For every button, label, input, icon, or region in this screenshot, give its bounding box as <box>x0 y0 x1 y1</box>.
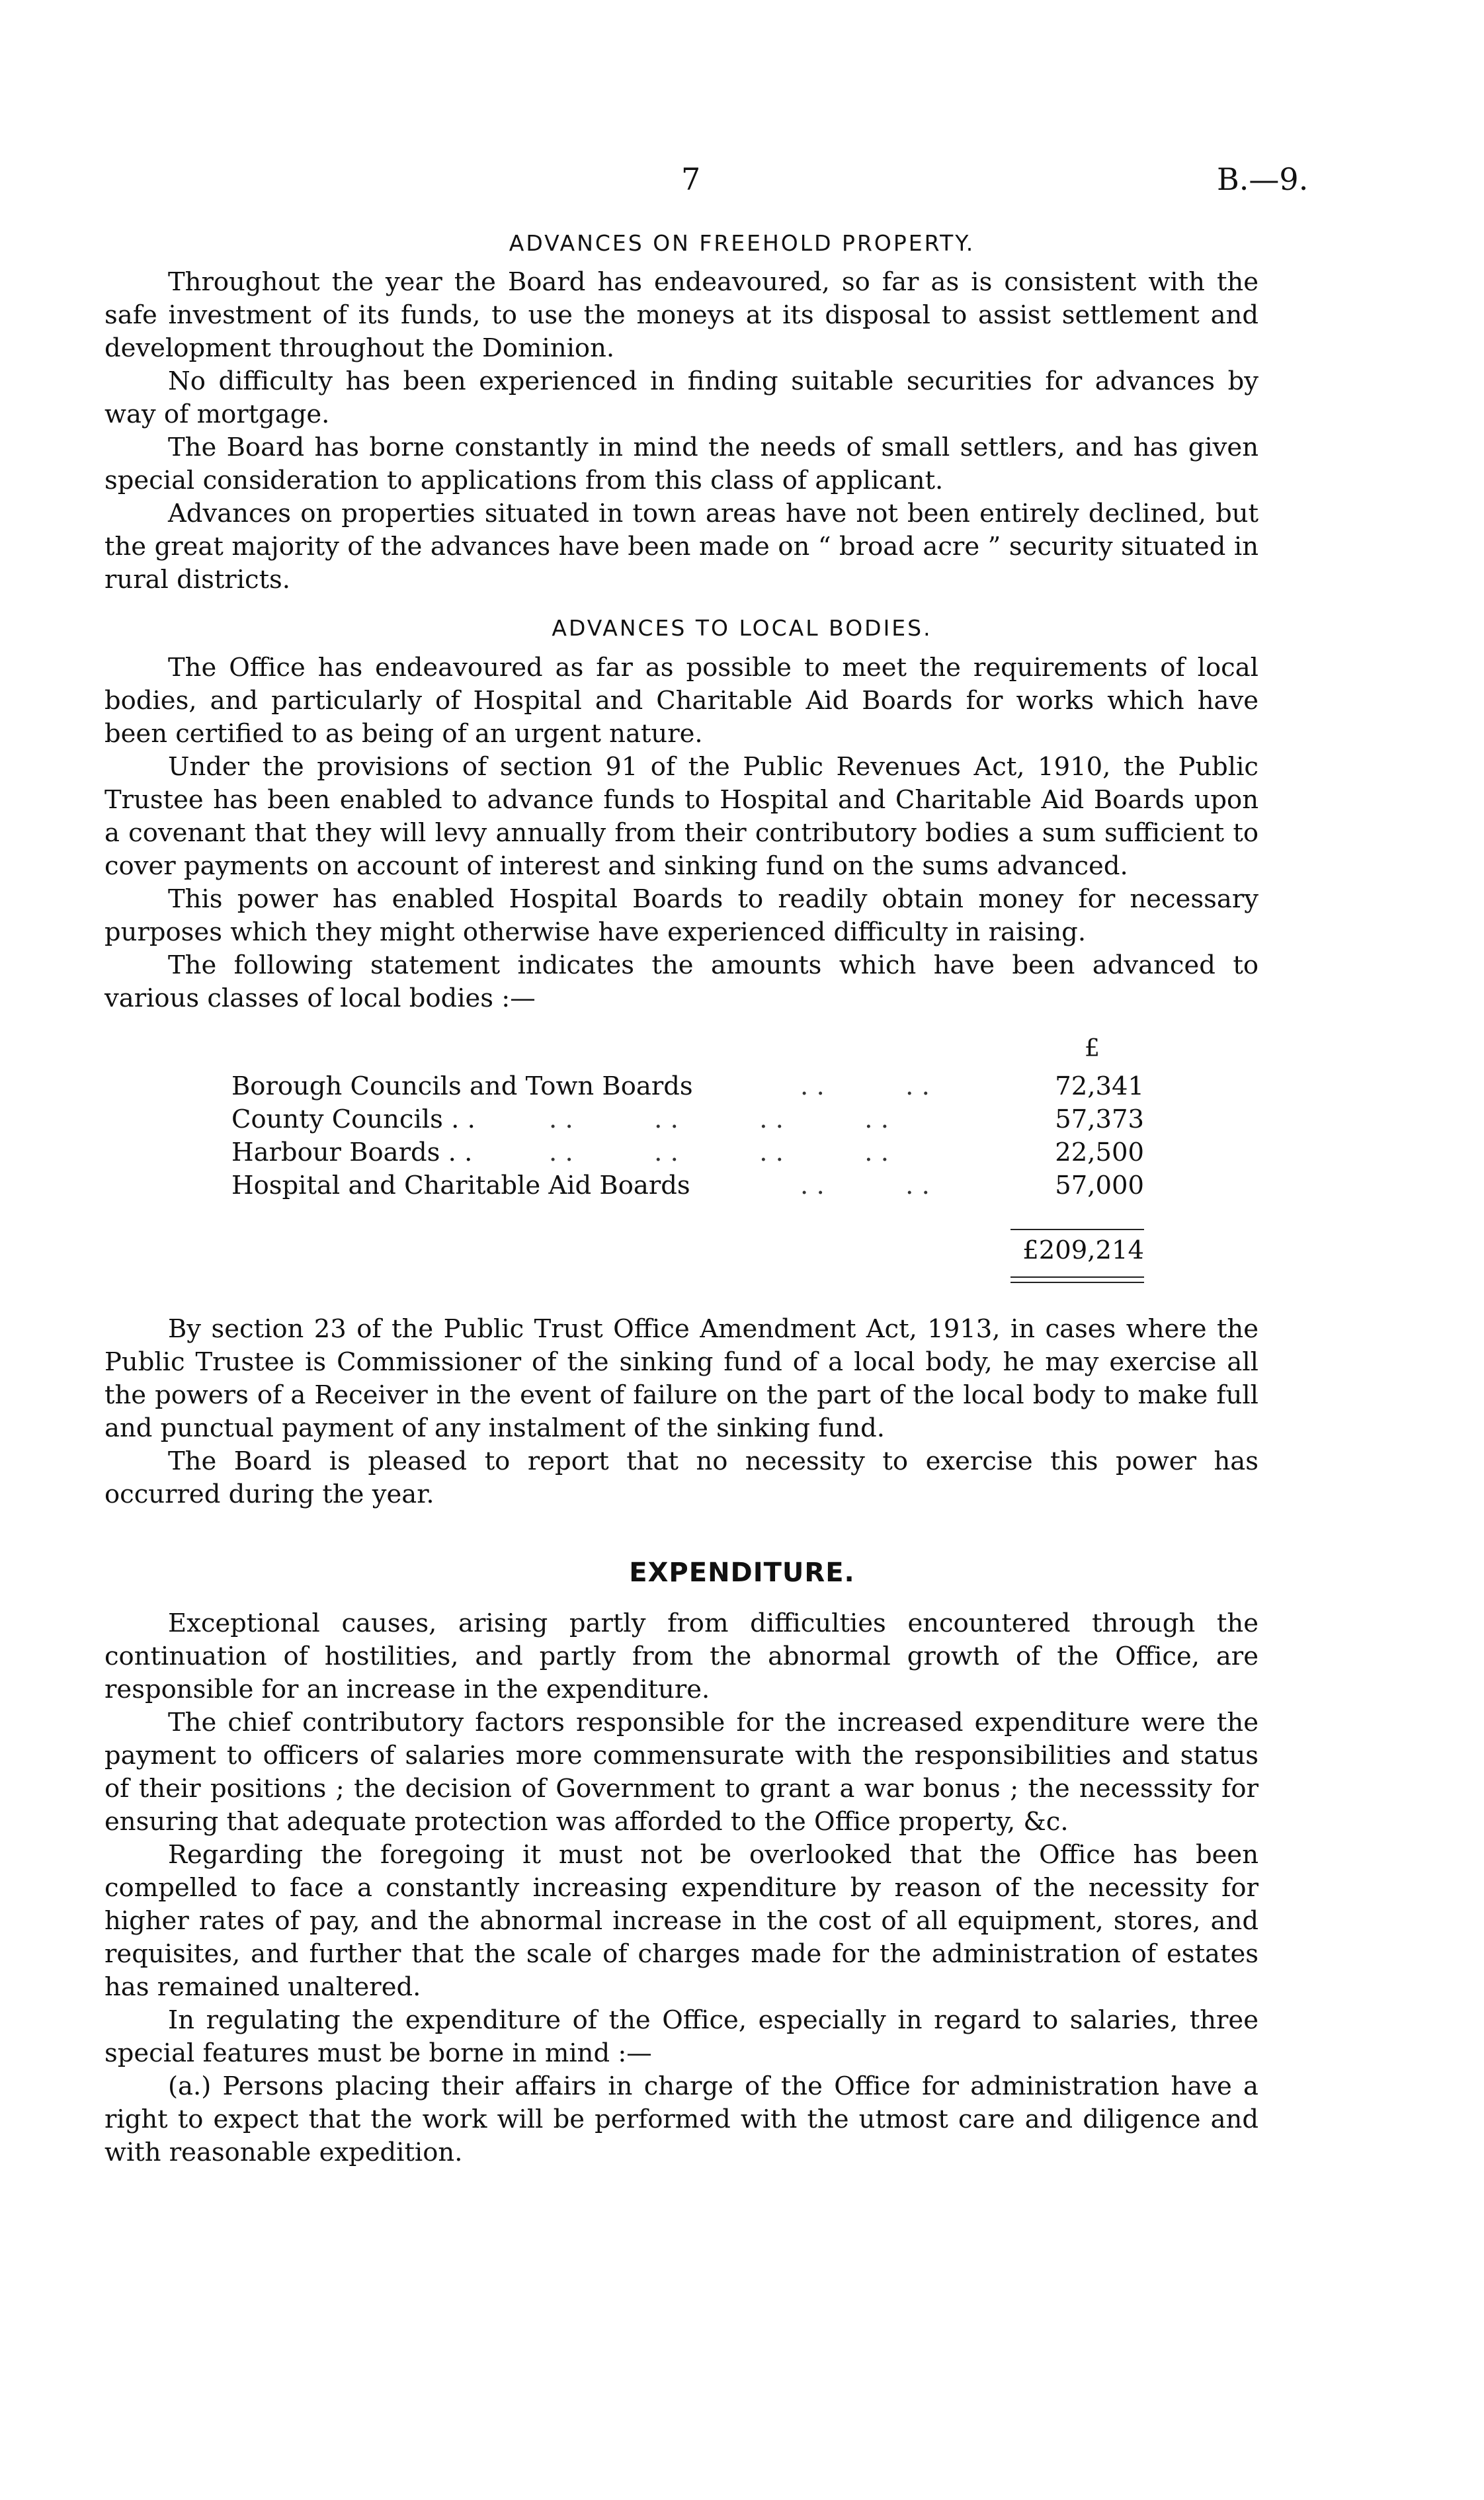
advances-table <box>231 1071 1144 1204</box>
section-local-body <box>104 651 1258 1015</box>
section-freehold-body <box>104 266 1258 597</box>
page-number: 7 <box>681 161 701 197</box>
paragraph: This power has enabled Hospital Boards to readily obtain money for necessary purposes which they might otherwise have experienced difficulty in raising. <box>104 884 1258 947</box>
table-row <box>231 1138 1144 1171</box>
table-row <box>231 1171 1144 1204</box>
section-expenditure-body <box>104 1607 1258 2169</box>
paragraph: The Board is pleased to report that no necessity to exercise this power has occurred during the year. <box>104 1446 1258 1509</box>
total-double-rule-bottom <box>1010 1282 1144 1283</box>
row-label: Borough Councils and Town Boards <box>231 1071 693 1101</box>
row-label: Harbour Boards . . <box>231 1138 473 1167</box>
total-double-rule-top <box>1010 1276 1144 1278</box>
table-row <box>231 1104 1144 1138</box>
leader-dots: . . . . . . . . <box>549 1138 889 1167</box>
paragraph: Regarding the foregoing it must not be overlooked that the Office has been compelled to face a constantly increasing expenditure by reason of the necessity for higher rates of pay, and the abnormal increase in the cost of all equipment, stores, and requisites, and further that the scale of charges made for the administration of estates has remained unaltered. <box>104 1840 1258 2002</box>
paragraph: No difficulty has been experienced in finding suitable securities for advances by way of mortgage. <box>104 366 1258 429</box>
row-amount: 57,373 <box>1055 1104 1144 1134</box>
section-local-body-after <box>104 1313 1258 1511</box>
heading-freehold: ADVANCES ON FREEHOLD PROPERTY. <box>509 230 975 256</box>
row-label: Hospital and Charitable Aid Boards <box>231 1171 690 1200</box>
paragraph: By section 23 of the Public Trust Office Amendment Act, 1913, in cases where the Public Trustee is Commissioner of the sinking fund of a local body, he may exercise all the powers of a Receiver in the event of failure on the part of the local body to make full and punctual payment of any instalment of the sinking fund. <box>104 1314 1258 1443</box>
row-label: County Councils . . <box>231 1104 475 1134</box>
paragraph: Exceptional causes, arising partly from difficulties encountered through the continuation of hostilities, and partly from the abnormal growth of the Office, are responsible for an increase in the expenditure. <box>104 1608 1258 1704</box>
paragraph: The Office has endeavoured as far as possible to meet the requirements of local bodies, and particularly of Hospital and Charitable Aid Boards for works which have been certified to as being of an urgent nature. <box>104 653 1258 749</box>
paragraph: In regulating the expenditure of the Office, especially in regard to salaries, three special features must be borne in mind :— <box>104 2005 1258 2068</box>
heading-expenditure: EXPENDITURE. <box>629 1558 855 1588</box>
table-total: £209,214 <box>1022 1235 1144 1265</box>
subtotal-rule <box>1010 1229 1144 1230</box>
paragraph: Advances on properties situated in town areas have not been entirely declined, but the great majority of the advances have been made on “ broad acre ” security situated in rural districts. <box>104 499 1258 595</box>
paragraph: The chief contributory factors responsible for the increased expenditure were the payment to officers of salaries more commensurate with the responsibilities and status of their positions ; the decision of Government to grant a war bonus ; the necesssity for ensuring that adequate protection was afforded to the Office property, &c. <box>104 1708 1258 1837</box>
leader-dots: . . . . <box>800 1171 930 1200</box>
currency-header: £ <box>1085 1035 1100 1062</box>
paragraph: The Board has borne constantly in mind the needs of small settlers, and has given special consideration to applications from this class of applicant. <box>104 433 1258 495</box>
row-amount: 72,341 <box>1055 1071 1144 1101</box>
paragraph: Under the provisions of section 91 of the Public Revenues Act, 1910, the Public Trustee has been enabled to advance funds to Hospital and Charitable Aid Boards upon a covenant that they will levy annually from their contributory bodies a sum sufficient to cover payments on account of interest and sinking fund on the sums advanced. <box>104 752 1258 881</box>
heading-local-bodies: ADVANCES TO LOCAL BODIES. <box>552 615 932 641</box>
paragraph: The following statement indicates the amounts which have been advanced to various classes of local bodies :— <box>104 950 1258 1013</box>
row-amount: 57,000 <box>1055 1171 1144 1200</box>
leader-dots: . . . . <box>800 1071 930 1101</box>
table-row <box>231 1071 1144 1104</box>
row-amount: 22,500 <box>1055 1138 1144 1167</box>
paragraph: (a.) Persons placing their affairs in charge of the Office for administration have a right to expect that the work will be performed with the utmost care and diligence and with reasonable expedition. <box>104 2071 1258 2167</box>
report-reference: B.—9. <box>1217 161 1309 197</box>
leader-dots: . . . . . . . . <box>549 1104 889 1134</box>
paragraph: Throughout the year the Board has endeavoured, so far as is consistent with the safe investment of its funds, to use the moneys at its disposal to assist settlement and development throughout the Dominion. <box>104 267 1258 363</box>
